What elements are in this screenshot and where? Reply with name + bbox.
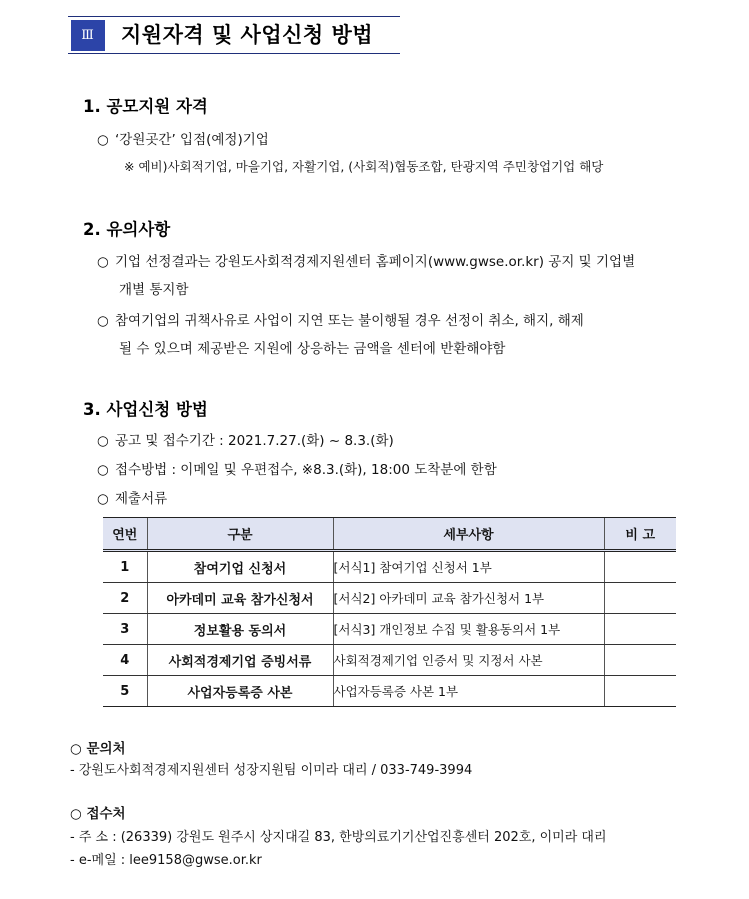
header-bottom-rule [68, 53, 400, 54]
table-row [103, 614, 676, 645]
bullet-circle-icon: ○ [97, 491, 109, 507]
application-method [97, 458, 497, 478]
bullet-circle-icon: ○ [97, 462, 109, 478]
row-remark [604, 645, 676, 676]
row-detail: [서식3] 개인정보 수집 및 활용동의서 1부 [333, 614, 604, 645]
notice-item-2 [97, 309, 584, 329]
row-detail: [서식2] 아카데미 교육 참가신청서 1부 [333, 583, 604, 614]
row-category: 사회적경제기업 증빙서류 [147, 645, 333, 676]
row-remark [604, 583, 676, 614]
notice-item-1-cont: 개별 통지함 [119, 282, 189, 298]
page-title: 지원자격 및 사업신청 방법 [121, 23, 374, 47]
section-title-eligibility: 1. 공모지원 자격 [83, 97, 208, 116]
bullet-circle-icon: ○ [97, 132, 109, 148]
row-no: 3 [103, 614, 147, 645]
col-header-detail: 세부사항 [333, 518, 604, 551]
application-period [97, 429, 394, 449]
col-header-category: 구분 [147, 518, 333, 551]
section-title-notice: 2. 유의사항 [83, 220, 171, 239]
row-remark [604, 614, 676, 645]
row-no: 5 [103, 676, 147, 707]
row-detail: 사회적경제기업 인증서 및 지정서 사본 [333, 645, 604, 676]
reception-email: - e-메일 : lee9158@gwse.or.kr [70, 853, 262, 868]
row-no: 2 [103, 583, 147, 614]
application-period-text: 공고 및 접수기간 : 2021.7.27.(화) ~ 8.3.(화) [115, 433, 394, 449]
header-top-rule [68, 16, 400, 17]
eligibility-note: ※ 예비)사회적기업, 마을기업, 자활기업, (사회적)협동조합, 탄광지역 주민창업기업 해당 [124, 159, 604, 174]
row-no: 4 [103, 645, 147, 676]
inquiry-title: ○ 문의처 [70, 741, 126, 757]
bullet-circle-icon: ○ [97, 433, 109, 449]
table-header-row [103, 518, 676, 551]
section-title-application: 3. 사업신청 방법 [83, 400, 208, 419]
row-remark [604, 551, 676, 583]
bullet-circle-icon: ○ [97, 313, 109, 329]
row-category: 사업자등록증 사본 [147, 676, 333, 707]
documents-label-text: 제출서류 [115, 491, 168, 507]
row-remark [604, 676, 676, 707]
row-category: 아카데미 교육 참가신청서 [147, 583, 333, 614]
notice-item-1-text: 기업 선정결과는 강원도사회적경제지원센터 홈페이지(www.gwse.or.kr) 공지 및 기업별 [115, 254, 636, 270]
row-no: 1 [103, 551, 147, 583]
notice-item-2-text: 참여기업의 귀책사유로 사업이 지연 또는 불이행될 경우 선정이 취소, 해지, 해제 [115, 313, 584, 329]
row-category: 참여기업 신청서 [147, 551, 333, 583]
reception-address: - 주 소 : (26339) 강원도 원주시 상지대길 83, 한방의료기기산업진흥센터 202호, 이미라 대리 [70, 830, 607, 845]
eligibility-text: ‘강원곳간’ 입점(예정)기업 [115, 132, 269, 148]
section-number-badge: Ⅲ [71, 20, 105, 51]
notice-item-2-cont: 될 수 있으며 제공받은 지원에 상응하는 금액을 센터에 반환해야함 [119, 341, 506, 357]
eligibility-item [97, 128, 269, 148]
col-header-remark: 비 고 [604, 518, 676, 551]
inquiry-line: - 강원도사회적경제지원센터 성장지원팀 이미라 대리 / 033-749-3994 [70, 763, 473, 778]
bullet-circle-icon: ○ [97, 254, 109, 270]
row-detail: [서식1] 참여기업 신청서 1부 [333, 551, 604, 583]
application-documents-label [97, 487, 167, 507]
notice-item-1 [97, 250, 635, 270]
row-category: 정보활용 동의서 [147, 614, 333, 645]
table-row [103, 676, 676, 707]
table-row [103, 583, 676, 614]
documents-table [103, 517, 676, 707]
table-row [103, 551, 676, 583]
table-row [103, 645, 676, 676]
reception-title: ○ 접수처 [70, 806, 126, 822]
row-detail: 사업자등록증 사본 1부 [333, 676, 604, 707]
application-method-text: 접수방법 : 이메일 및 우편접수, ※8.3.(화), 18:00 도착분에 한함 [115, 462, 497, 478]
col-header-no: 연번 [103, 518, 147, 551]
